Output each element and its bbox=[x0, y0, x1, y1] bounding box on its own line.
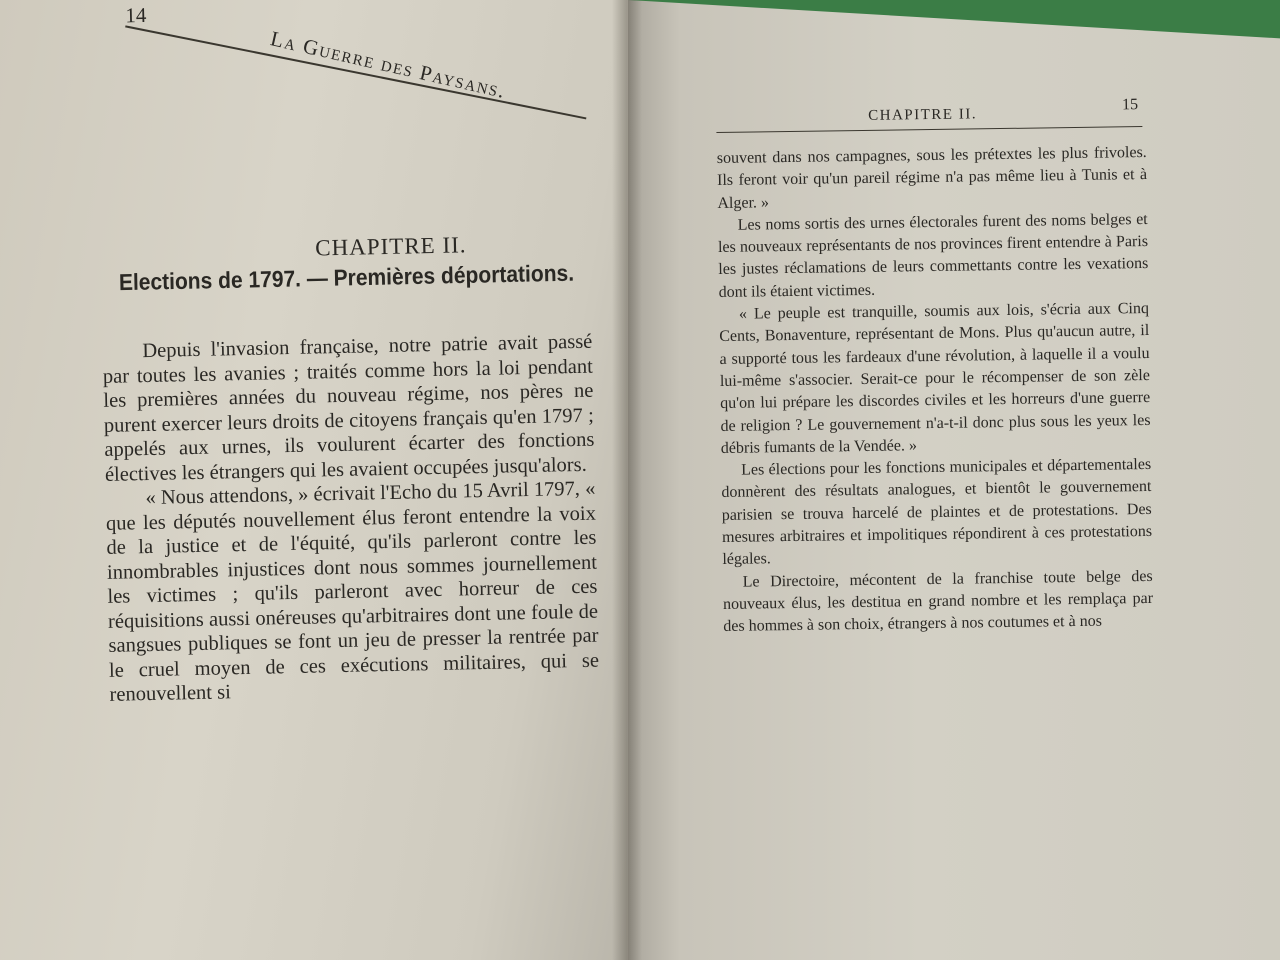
section-heading: Elections de 1797. — Premières déportations. bbox=[118, 260, 575, 296]
left-paragraph-2: « Nous attendons, » écrivait l'Echo du 15 Avril 1797, « que les députés nouvellement élus feront entendre la voix de la justice et de l'équité, qu'ils parleront contre les innombrables injustices dont nous sommes journellement les victimes ; qu'ils parleront avec horreur de ces réquisitions aussi onéreuses qu'arbitraires dont une foule de sangsues publiques se font un jeu de presser la rentrée par le cruel moyen de ces exécutions militaires, qui se renouvellent si bbox=[105, 477, 600, 706]
left-paragraph-1: Depuis l'invasion française, notre patrie avait passé par toutes les avanies ; traités comme hors la loi pendant les premières années du nouveau régime, nos pères ne purent exercer leurs droits de citoyens français qu'en 1797 ; appelés aux urnes, ils voulurent écarter des fonctions électives les étrangers qui les avaient occupées jusqu'alors. bbox=[102, 330, 595, 486]
right-paragraph-1: souvent dans nos campagnes, sous les prétextes les plus frivoles. Ils feront voir qu'un pareil régime n'a pas même lieu à Tunis et à Alger. » bbox=[716, 143, 1148, 212]
left-header-rule bbox=[125, 25, 586, 119]
right-paragraph-4: Les élections pour les fonctions municipales et départementales donnèrent des résultats analogues, et bientôt le gouvernement parisien se trouva harcelé de plaintes et de protestations. Des mesures arbitraires et impolitiques répondirent à ces protestations légales. bbox=[721, 456, 1153, 569]
left-running-head: La Guerre des Paysans. bbox=[268, 26, 509, 103]
right-running-head: CHAPITRE II. bbox=[868, 106, 978, 124]
right-paragraph-2: Les noms sortis des urnes électorales furent des noms belges et les nouveaux représentants de nos provinces firent entendre à Paris les justes réclamations de leurs commettants contre les vexations dont ils étaient victimes. bbox=[717, 210, 1149, 301]
left-page bbox=[0, 0, 628, 960]
right-page-number: 15 bbox=[1121, 96, 1139, 114]
chapter-label: CHAPITRE II. bbox=[314, 232, 467, 261]
right-paragraph-5: Le Directoire, mécontent de la franchise toute belge des nouveaux élus, les destitua en grand nombre et les remplaça par des hommes à son choix, étrangers à nos coutumes et à nos bbox=[722, 567, 1154, 636]
left-page-number: 14 bbox=[125, 2, 147, 28]
book-gutter bbox=[612, 0, 642, 960]
left-body-text bbox=[102, 330, 600, 708]
right-body-text bbox=[717, 142, 1154, 638]
right-paragraph-3: « Le peuple est tranquille, soumis aux lois, s'écria aux Cinq Cents, Bonaventure, représentant de Mons. Plus qu'aucun autre, il a supporté tous les fardeaux d'une révolution, à laquelle il a voulu lui-même s'associer. Serait-ce pour le récompenser de son zèle qu'on lui prépare les discordes civiles et les horreurs d'une guerre de religion ? Le gouvernement n'a-t-il donc plus sous les yeux les débris fumants de la Vendée. » bbox=[719, 300, 1151, 457]
